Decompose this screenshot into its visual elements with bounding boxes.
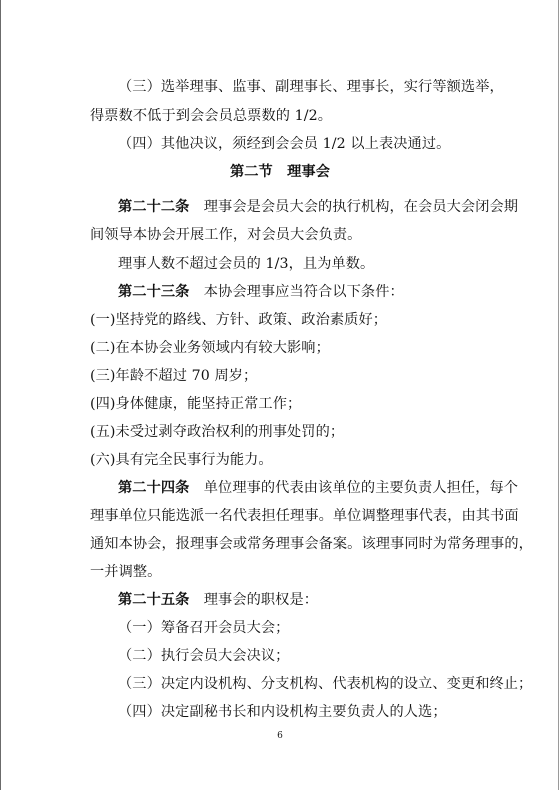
paragraph-line: （四）其他决议，须经到会会员 1/2 以上表决通过。	[118, 136, 451, 152]
list-item: (二)在本协会业务领域内有较大影响；	[90, 340, 330, 356]
article-label: 第二十五条	[118, 592, 190, 608]
article-label: 第二十二条	[118, 199, 190, 215]
paragraph-line: 理事人数不超过会员的 1/3，且为单数。	[118, 256, 375, 272]
list-item: （一）筹备召开会员大会；	[118, 620, 290, 636]
page-number: 6	[277, 731, 283, 741]
list-item: (六)具有完全民事行为能力。	[90, 452, 273, 468]
article-line	[118, 282, 514, 302]
article-text: 单位理事的代表由该单位的主要负责人担任，每个	[189, 480, 519, 496]
article-line	[118, 197, 519, 217]
article-line	[118, 478, 519, 498]
article-line	[118, 590, 514, 610]
article-label: 第二十三条	[118, 284, 190, 300]
list-item: (四)身体健康，能坚持正常工作；	[90, 396, 302, 412]
list-item: (一)坚持党的路线、方针、政策、政治素质好；	[90, 312, 388, 328]
paragraph-line: 一并调整。	[90, 564, 162, 580]
article-text: 理事会是会员大会的执行机构，在会员大会闭会期	[189, 199, 519, 215]
list-item: （三）决定内设机构、分支机构、代表机构的设立、变更和终止；	[118, 676, 533, 692]
list-item: (三)年龄不超过 70 周岁；	[90, 368, 258, 384]
article-text: 理事会的职权是：	[189, 592, 319, 608]
paragraph-line: 间领导本协会开展工作，对会员大会负责。	[90, 227, 362, 243]
list-item: （二）执行会员大会决议；	[118, 648, 290, 664]
section-heading: 第二节 理事会	[229, 164, 330, 180]
article-label: 第二十四条	[118, 480, 190, 496]
article-text: 本协会理事应当符合以下条件：	[189, 284, 404, 300]
list-item: （四）决定副秘书长和内设机构主要负责人的人选；	[118, 704, 447, 720]
paragraph-line: 通知本协会，报理事会或常务理事会备案。该理事同时为常务理事的，	[90, 536, 533, 552]
list-item: (五)未受过剥夺政治权利的刑事处罚的；	[90, 424, 345, 440]
paragraph-line: 得票数不低于到会会员总票数的 1/2。	[90, 108, 333, 124]
paragraph-line: （三）选举理事、监事、副理事长、理事长，实行等额选举，	[118, 79, 504, 95]
paragraph-line: 理事单位只能选派一名代表担任理事。单位调整理事代表，由其书面	[90, 508, 519, 524]
